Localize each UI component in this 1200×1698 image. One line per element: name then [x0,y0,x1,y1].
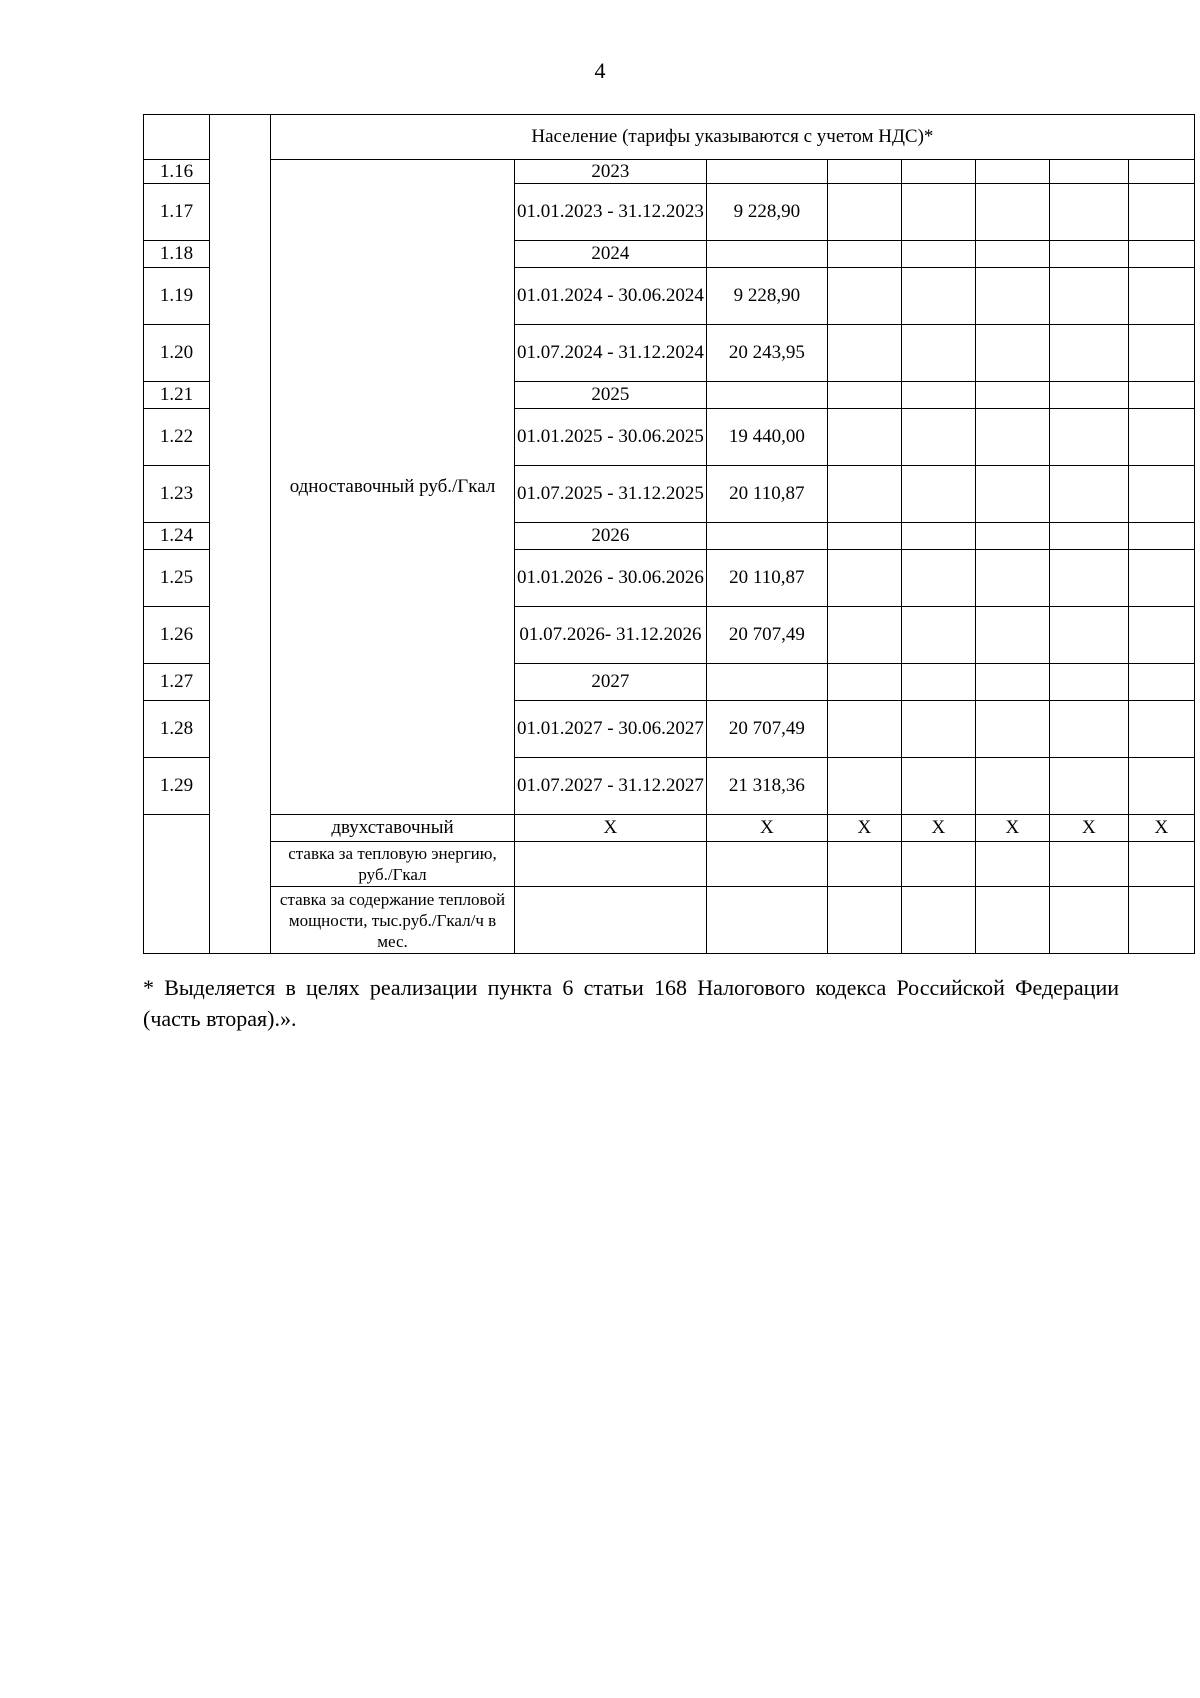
empty-cell [975,701,1049,758]
empty-cell [1128,842,1194,887]
tariff-value: 20 110,87 [706,550,827,607]
empty-cell [975,409,1049,466]
empty-cell [1128,325,1194,382]
capacity-rate-label: ставка за содержание тепловой мощности, тыс.руб./Гкал/ч в мес. [271,887,515,954]
empty-cell [827,382,901,409]
tariff-value [706,160,827,184]
period-cell: 01.01.2026 - 30.06.2026 [515,550,707,607]
empty-cell [975,523,1049,550]
x-mark: X [975,815,1049,842]
empty-cell [827,466,901,523]
empty-cell [827,523,901,550]
empty-cell [975,184,1049,241]
empty-cell [1049,382,1128,409]
heat-rate-label: ставка за тепловую энергию, руб./Гкал [271,842,515,887]
tariff-value: 20 707,49 [706,607,827,664]
empty-cell [827,160,901,184]
row-number: 1.28 [144,701,210,758]
section-header-row [144,115,1195,160]
capacity-rate-row [144,887,1195,954]
empty-cell [1049,241,1128,268]
row-number: 1.19 [144,268,210,325]
empty-cell [901,842,975,887]
page-number: 4 [594,58,606,83]
period-cell: 2023 [515,160,707,184]
empty-cell [827,664,901,701]
empty-cell [827,701,901,758]
empty-cell [901,409,975,466]
x-mark: X [827,815,901,842]
period-cell: 01.01.2027 - 30.06.2027 [515,701,707,758]
empty-cell [901,268,975,325]
empty-cell [1049,184,1128,241]
empty-cell [1049,466,1128,523]
empty-cell [1049,160,1128,184]
empty-cell [901,664,975,701]
empty-cell [901,523,975,550]
empty-cell [975,160,1049,184]
period-cell: 01.07.2027 - 31.12.2027 [515,758,707,815]
row-number: 1.25 [144,550,210,607]
empty-cell [1049,409,1128,466]
period-cell: 01.01.2025 - 30.06.2025 [515,409,707,466]
tariff-value: 9 228,90 [706,268,827,325]
two-rate-label: двухставочный [271,815,515,842]
empty-cell [1049,607,1128,664]
x-mark: X [706,815,827,842]
empty-cell [515,887,707,954]
empty-cell [901,241,975,268]
empty-cell [827,887,901,954]
empty-cell [901,701,975,758]
x-mark: X [515,815,707,842]
period-cell: 2025 [515,382,707,409]
period-cell: 01.07.2024 - 31.12.2024 [515,325,707,382]
empty-cell [515,842,707,887]
empty-cell [1049,842,1128,887]
row-number: 1.29 [144,758,210,815]
empty-cell [144,815,210,954]
row-number: 1.20 [144,325,210,382]
tariff-value [706,523,827,550]
empty-cell [1049,325,1128,382]
empty-cell [1128,523,1194,550]
row-number: 1.21 [144,382,210,409]
empty-cell [1128,466,1194,523]
period-cell: 01.07.2026- 31.12.2026 [515,607,707,664]
empty-cell [1128,382,1194,409]
row-number: 1.16 [144,160,210,184]
tariff-value: 20 707,49 [706,701,827,758]
period-cell: 2027 [515,664,707,701]
empty-cell [1128,550,1194,607]
empty-cell [827,409,901,466]
tariff-value: 19 440,00 [706,409,827,466]
two-rate-row [144,815,1195,842]
one-rate-label: одноставочный руб./Гкал [271,160,515,815]
row-number: 1.22 [144,409,210,466]
empty-cell [1128,241,1194,268]
empty-cell [1049,701,1128,758]
section-header: Население (тарифы указываются с учетом НДС)* [271,115,1195,160]
period-cell: 2024 [515,241,707,268]
empty-cell [901,887,975,954]
empty-cell [975,842,1049,887]
tariff-value [706,241,827,268]
empty-cell [1128,409,1194,466]
tariff-table [143,114,1195,954]
empty-cell [1128,184,1194,241]
empty-cell [1128,607,1194,664]
empty-cell [827,550,901,607]
empty-cell [1128,664,1194,701]
empty-cell [827,325,901,382]
row-number: 1.23 [144,466,210,523]
x-mark: X [1128,815,1194,842]
empty-cell [975,325,1049,382]
x-mark: X [1049,815,1128,842]
empty-cell [975,241,1049,268]
empty-cell [1049,664,1128,701]
tariff-value: 20 110,87 [706,466,827,523]
tariff-value: 20 243,95 [706,325,827,382]
empty-cell [901,466,975,523]
empty-cell [901,184,975,241]
empty-cell [901,550,975,607]
empty-cell [901,758,975,815]
period-cell: 01.01.2024 - 30.06.2024 [515,268,707,325]
empty-cell [1049,758,1128,815]
tariff-value: 9 228,90 [706,184,827,241]
tariff-value [706,382,827,409]
empty-cell [975,758,1049,815]
empty-cell [975,550,1049,607]
empty-cell [975,466,1049,523]
empty-cell [901,382,975,409]
row-number: 1.26 [144,607,210,664]
table-row [144,160,1195,184]
empty-cell [901,607,975,664]
heat-rate-row [144,842,1195,887]
empty-cell [1049,268,1128,325]
empty-cell [827,842,901,887]
empty-cell [827,758,901,815]
empty-cell [1128,701,1194,758]
period-cell: 01.01.2023 - 31.12.2023 [515,184,707,241]
empty-cell [975,268,1049,325]
x-mark: X [901,815,975,842]
empty-cell [1128,268,1194,325]
empty-cell [144,115,210,160]
period-cell: 2026 [515,523,707,550]
period-cell: 01.07.2025 - 31.12.2025 [515,466,707,523]
empty-cell [1128,160,1194,184]
empty-cell [827,184,901,241]
row-number: 1.18 [144,241,210,268]
empty-cell [975,664,1049,701]
empty-cell [1128,758,1194,815]
empty-cell [706,887,827,954]
empty-cell [827,268,901,325]
empty-cell [1049,887,1128,954]
empty-cell [827,607,901,664]
empty-cell [706,842,827,887]
empty-cell [975,382,1049,409]
empty-cell [1128,887,1194,954]
footnote: * Выделяется в целях реализации пункта 6 статьи 168 Налогового кодекса Российской Федерации (часть вторая).». [143,975,1119,1031]
row-number: 1.24 [144,523,210,550]
row-number: 1.17 [144,184,210,241]
empty-cell [1049,523,1128,550]
empty-cell [210,115,271,954]
empty-cell [1049,550,1128,607]
empty-cell [901,325,975,382]
empty-cell [975,607,1049,664]
empty-cell [901,160,975,184]
tariff-value: 21 318,36 [706,758,827,815]
tariff-value [706,664,827,701]
row-number: 1.27 [144,664,210,701]
empty-cell [827,241,901,268]
empty-cell [975,887,1049,954]
